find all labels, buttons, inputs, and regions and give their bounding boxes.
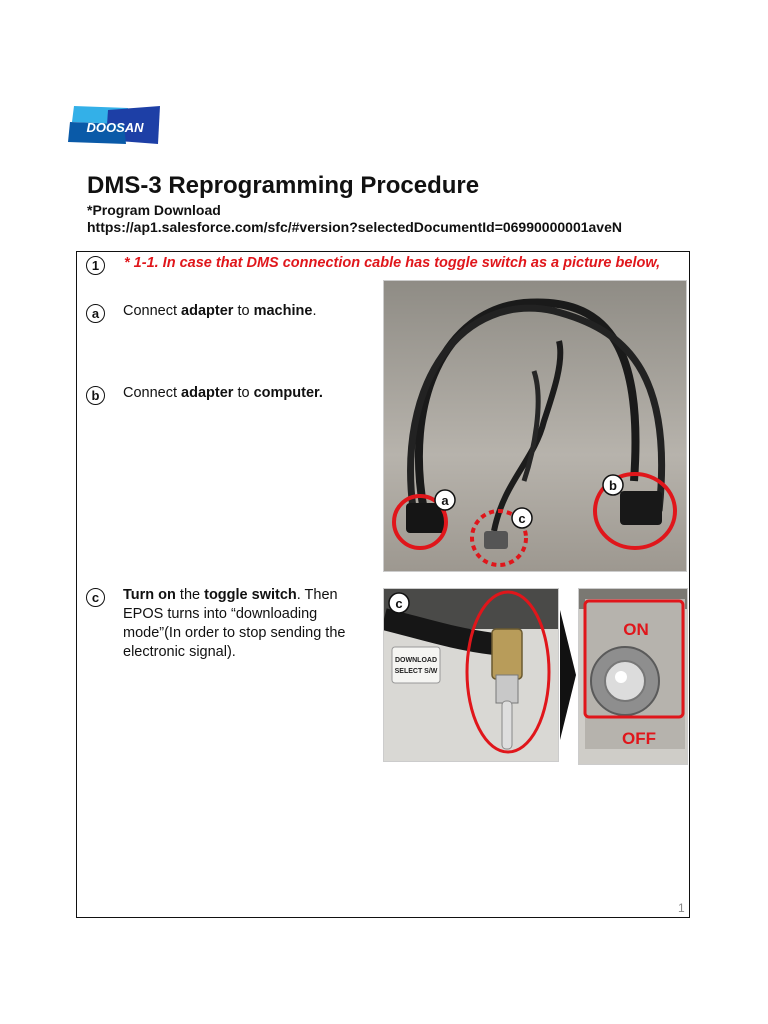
photo1-label-a: a — [441, 493, 449, 508]
step-c-marker: c — [86, 588, 105, 607]
off-label: OFF — [622, 729, 656, 748]
photo1-label-b: b — [609, 478, 617, 493]
photo1-label-c: c — [518, 511, 526, 526]
cable-photo — [383, 280, 687, 572]
step-a-marker: a — [86, 304, 105, 323]
on-off-photo — [578, 588, 688, 765]
download-url[interactable]: https://ap1.salesforce.com/sfc/#version?selectedDocumentId=06990000001aveN — [87, 219, 622, 235]
sticker-line1: DOWNLOAD — [395, 657, 437, 664]
step-b-marker: b — [86, 386, 105, 405]
page-number: 1 — [678, 901, 685, 915]
arrow-right-icon — [560, 610, 576, 740]
step-a-text: Connect adapter to machine. — [123, 303, 317, 319]
photo2-label-c: c — [395, 596, 403, 611]
step-b-text: Connect adapter to computer. — [123, 385, 323, 401]
logo-text: DOOSAN — [86, 120, 144, 135]
on-label: ON — [623, 620, 649, 639]
step-1-note: * 1-1. In case that DMS connection cable has toggle switch as a picture below, — [124, 255, 661, 271]
sticker-line2: SELECT S/W — [394, 668, 438, 675]
step-1-marker: 1 — [86, 256, 105, 275]
page-title: DMS-3 Reprogramming Procedure — [87, 172, 480, 199]
doosan-logo — [68, 104, 162, 146]
step-c-text: Turn on the toggle switch. Then EPOS turns into “downloading mode”(In order to stop sending the electronic signal). — [123, 587, 346, 660]
toggle-switch-photo — [383, 588, 559, 762]
subtitle: *Program Download — [87, 202, 221, 218]
